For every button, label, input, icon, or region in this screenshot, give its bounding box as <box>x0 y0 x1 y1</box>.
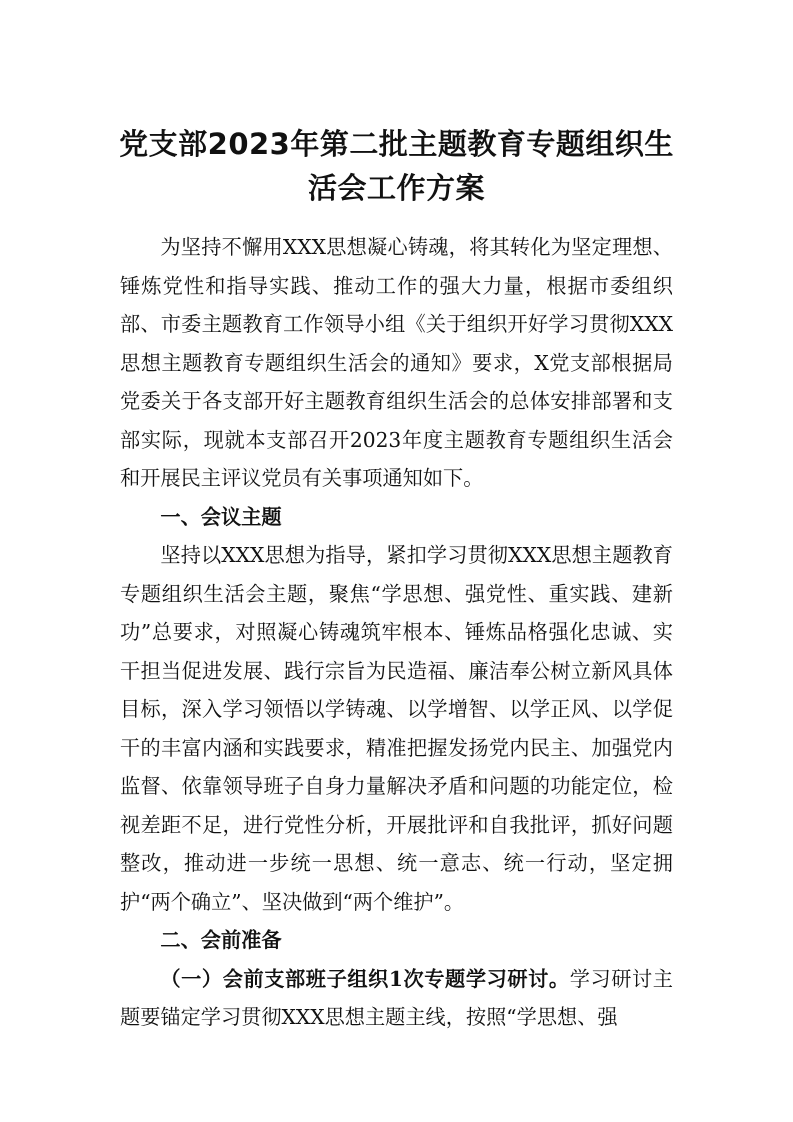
section-1-paragraph: 坚持以XXX思想为指导，紧扣学习贯彻XXX思想主题教育专题组织生活会主题，聚焦“学思想、强党性、重实践、建新功”总要求，对照凝心铸魂筑牢根本、锤炼品格强化忠诚、实干担当促进发展、践行宗旨为民造福、廉洁奉公树立新风具体目标，深入学习领悟以学铸魂、以学增智、以学正风、以学促干的丰富内涵和实践要求，精准把握发扬党内民主、加强党内监督、依靠领导班子自身力量解决矛盾和问题的功能定位，检视差距不足，进行党性分析，开展批评和自我批评，抓好问题整改，推动进一步统一思想、统一意志、统一行动，坚定拥护“两个确立”、坚决做到“两个维护”。 <box>120 543 673 914</box>
document-body <box>120 228 673 1037</box>
title-line-1: 党支部2023年第二批主题教育专题组织生 <box>119 127 674 161</box>
section-2-heading: 二、会前准备 <box>160 928 282 952</box>
title-line-2: 活会工作方案 <box>307 171 485 205</box>
section-2-item-1 <box>120 960 673 1037</box>
document-title <box>100 122 693 210</box>
section-1-heading: 一、会议主题 <box>160 504 282 529</box>
intro-paragraph: 为坚持不懈用XXX思想凝心铸魂，将其转化为坚定理想、锤炼党性和指导实践、推动工作的强大力量，根据市委组织部、市委主题教育工作领导小组《关于组织开好学习贯彻XXX思想主题教育专题组织生活会的通知》要求，X党支部根据局党委关于各支部开好主题教育组织生活会的总体安排部署和支部实际，现就本支部召开2023年度主题教育专题组织生活会和开展民主评议党员有关事项通知如下。 <box>120 235 673 490</box>
section-2-item-1-text: 学习研讨主题要锚定学习贯彻XXX思想主题主线，按照“学思想、强 <box>120 966 673 1029</box>
section-2-item-1-lead: （一）会前支部班子组织1次专题学习研讨。 <box>160 966 570 991</box>
